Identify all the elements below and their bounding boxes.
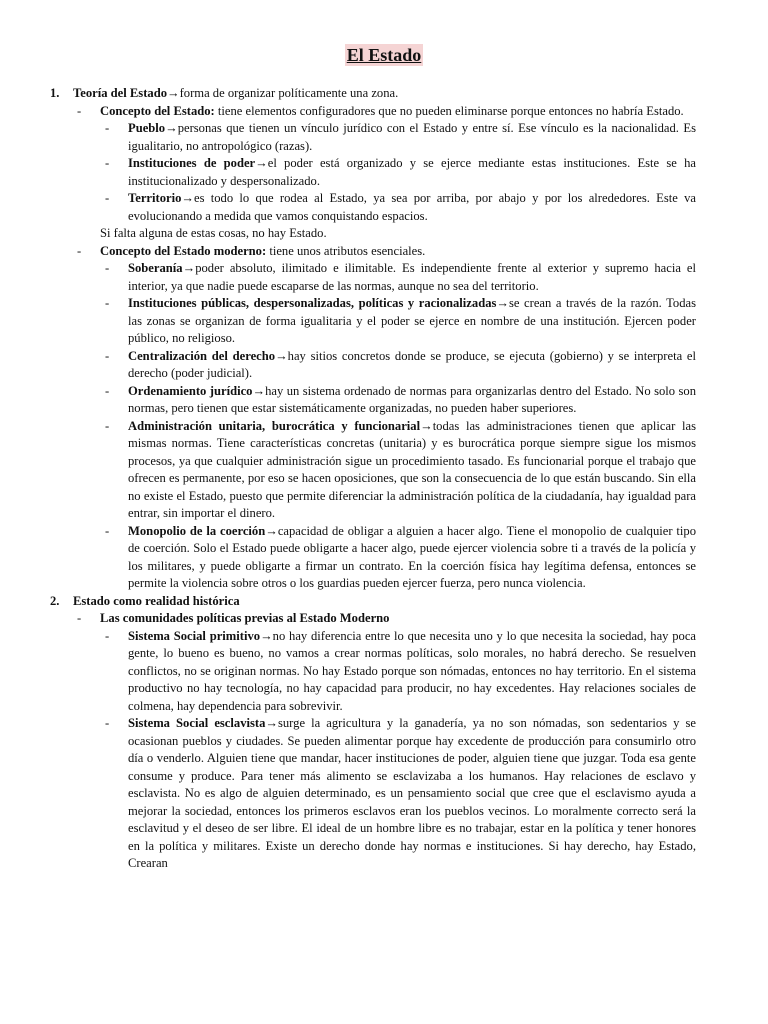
dash-bullet: - [77,611,82,625]
list-item-text [128,295,696,348]
list-item-desc: →no hay diferencia entre lo que necesita uno y lo que necesita la sociedad, hay poca gente, lo bueno es bueno, no vamos a crear normas políticas, solo morales, no habrá derecho. Se resuelven conflictos, no se originan normas. No hay Estado porque son nómadas, entonces no hay territorio. En el sistema productivo no hay tecnología, no hay capacidad para producir, no hay excedentes. Hay relaciones sociales de colmena, hay dependencia para sobrevivir. [128,628,696,713]
list-item-label: Pueblo [128,121,166,135]
list-item [46,120,696,155]
subsection [46,243,696,261]
section-number: 2. [50,593,60,608]
list-item-label: Monopolio de la coerción [128,523,266,538]
list-item [46,190,696,225]
section-heading [46,85,696,103]
list-item-text [128,628,696,716]
title-wrap [0,44,768,67]
dash-bullet: - [105,261,110,275]
list-item-desc: →es todo lo que rodea al Estado, ya sea por arriba, por abajo y por los alrededores. Este va evolucionando a medida que vamos conquistando espacios. [128,191,696,223]
dash-bullet: - [105,383,110,398]
dash-bullet: - [105,418,110,433]
subsection-text [100,243,696,261]
subsection-desc: tiene unos atributos esenciales. [266,243,426,258]
list-item-desc: →se crean a través de la razón. Todas las zonas se organizan de forma igualitaria y el poder se ejerce en nombre de una institución. Ejercen poder público, no religioso. [128,296,696,345]
document-body [46,85,696,873]
list-item-desc: →el poder está organizado y se ejerce mediante estas instituciones. Este se ha institucionalizado y despersonalizado. [128,156,696,188]
list-item [46,348,696,383]
list-item-text [128,383,696,418]
list-item-text [128,348,696,383]
dash-bullet: - [105,348,110,363]
dash-bullet: - [105,156,110,170]
section-title: Estado como realidad histórica [73,593,240,608]
subsection-label: Concepto del Estado: [100,103,215,118]
section-title-line [73,594,240,608]
list-item [46,418,696,523]
list-item-label: Centralización del derecho [128,348,276,363]
section-title-line [73,86,398,100]
list-item-desc: →poder absoluto, ilimitado e ilimitable. Es independiente frente al exterior y supremo hacia el interior, ya que nadie puede escaparse de las normas, aunque no sea del territorio. [128,261,696,293]
list-item-text [128,418,696,523]
document-title: El Estado [346,45,422,65]
subsection-label: Concepto del Estado moderno: [100,243,267,258]
section-heading [46,593,696,611]
list-item-label: Instituciones de poder [128,156,256,170]
subsection [46,610,696,628]
dash-bullet: - [105,191,110,205]
subsection-note: Si falta alguna de estas cosas, no hay Estado. [100,226,327,240]
list-item-label: Soberanía [128,261,183,275]
list-item [46,295,696,348]
dash-bullet: - [105,296,110,310]
section-number: 1. [50,86,60,100]
list-item-text [128,120,696,155]
list-item-label: Administración unitaria, burocrática y funcionarial [128,418,421,433]
dash-bullet: - [105,523,110,538]
dash-bullet: - [105,716,110,730]
subsection-text [100,103,696,121]
list-item-label: Sistema Social esclavista [128,716,266,730]
list-item-desc: →todas las administraciones tienen que aplicar las mismas normas. Tiene características concretas (unitaria) y es burocrática porque siempre sigue los mismos procesos, ya que cualquier administración sigue un procedimiento tasado. Es funcionarial porque el trabajo que ofrecen es permanente, por eso se hacen oposiciones, que son la consecuencia de lo que están buscando. Sin ella no existe el Estado, puesto que permite diferenciar la administración política de la ciudadanía, hay igualdad para entrar, sin importar el dinero. [128,418,696,520]
list-item-text [128,155,696,190]
subsection [46,103,696,121]
list-item [46,155,696,190]
list-item-desc: →hay un sistema ordenado de normas para organizarlas dentro del Estado. No solo son normas, pero tienen que estar sistemáticamente organizadas, no pueden haber superiores. [128,383,696,415]
list-item [46,260,696,295]
list-item-desc: →capacidad de obligar a alguien a hacer algo. Tiene el monopolio de cualquier tipo de coerción. Solo el Estado puede obligarte a hacer algo, puede ejercer violencia sobre ti a través de la policía y los militares, y puede obligarte a firmar un contrato. En la coerción física hay legítima defensa, entonces se permite la violencia sobre otros o los guardias pueden ejercer fuerza, pero nunca violencia. [128,523,696,590]
list-item-text [128,260,696,295]
list-item-label: Sistema Social primitivo [128,628,261,643]
subsection-desc: tiene elementos configuradores que no pueden eliminarse porque entonces no habría Estado. [214,103,684,118]
list-item [46,628,696,716]
list-item-text [128,190,696,225]
subsection-text [100,610,696,628]
dash-bullet: - [105,628,110,643]
list-item-label: Ordenamiento jurídico [128,383,253,398]
list-item-label: Instituciones públicas, despersonalizadas, políticas y racionalizadas [128,296,497,310]
list-item-desc: →personas que tienen un vínculo jurídico con el Estado y entre sí. Ese vínculo es la nacionalidad. Es igualitario, no antropológico (razas). [128,121,696,153]
list-item [46,383,696,418]
section-title-rest: →forma de organizar políticamente una zona. [167,86,399,100]
list-item-desc: →hay sitios concretos donde se produce, se ejecuta (gobierno) y se interpreta el derecho (poder judicial). [128,348,696,380]
list-item-text [128,715,696,873]
dash-bullet: - [77,103,82,118]
list-item-desc: →surge la agricultura y la ganadería, ya no son nómadas, son sedentarios y se ocasionan pueblos y ciudades. Se pueden alimentar porque hay excedente de producción para consumirlo otro día o venderlo. Alguien tiene que mandar, hacer instituciones de poder, alguien tiene que juzgar. Toda esa gente consume y produce. Para tener más alimento se esclavizaba a los humanos. Hay relaciones de esclavo y esclavista. No es algo de alguien determinado, es un pensamiento social que cree que el esclavismo ayuda a mejorar la sociedad, entonces los primeros esclavos eran los pueblos vecinos. Lo moralmente correcto será la esclavitud y el deseo de ser libre. El ideal de un hombre libre es no trabajar, estar en la política y tener honores en la política y militares. Existe un derecho donde hay normas e instituciones. Si hay derecho, hay Estado, Crearan [128,716,696,870]
dash-bullet: - [77,243,82,258]
dash-bullet: - [105,121,110,135]
list-item [46,523,696,593]
subsection-label: Las comunidades políticas previas al Estado Moderno [100,611,390,625]
list-item [46,715,696,873]
list-item-text [128,523,696,593]
list-item-label: Territorio [128,191,182,205]
section-title: Teoría del Estado [73,86,167,100]
